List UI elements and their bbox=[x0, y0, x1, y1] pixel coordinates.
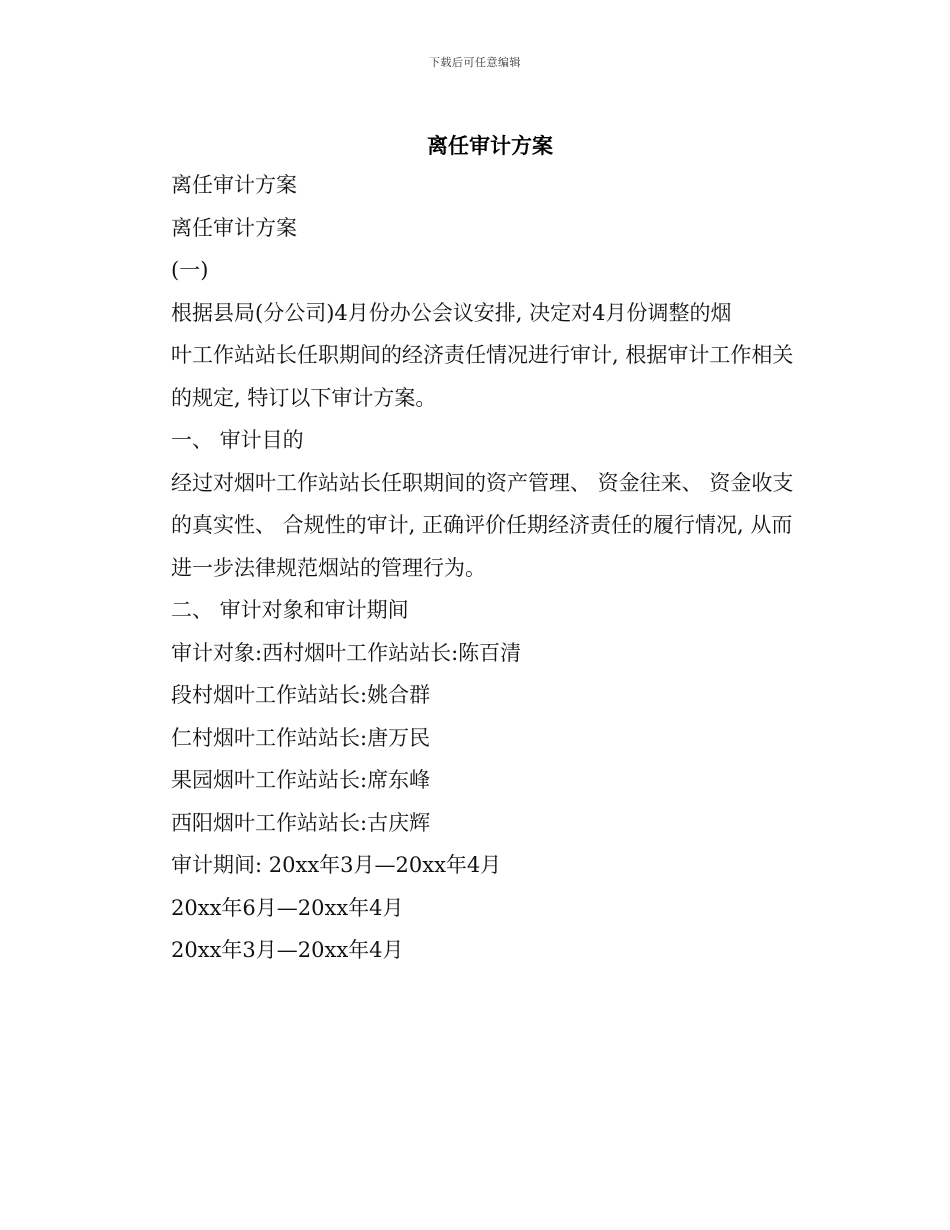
paragraph: 进一步法律规范烟站的管理行为。 bbox=[171, 555, 486, 580]
paragraph: 离任审计方案 bbox=[171, 173, 297, 197]
paragraph: 审计期间: 20xx年3月—20xx年4月 bbox=[171, 853, 502, 877]
paragraph: 的真实性、 合规性的审计, 正确评价任期经济责任的履行情况, 从而 bbox=[171, 513, 793, 537]
document-body bbox=[140, 164, 810, 972]
paragraph: 果园烟叶工作站站长:席东峰 bbox=[171, 768, 431, 792]
paragraph: 离任审计方案 bbox=[171, 215, 297, 240]
paragraph: 根据县局(分公司)4月份办公会议安排, 决定对4月份调整的烟 bbox=[171, 300, 732, 325]
paragraph: 经过对烟叶工作站站长任职期间的资产管理、 资金往来、 资金收支 bbox=[171, 470, 794, 495]
paragraph: 段村烟叶工作站站长:姚合群 bbox=[171, 683, 431, 707]
section-heading: 二、 审计对象和审计期间 bbox=[171, 598, 409, 622]
page-header-note: 下载后可任意编辑 bbox=[429, 56, 521, 69]
paragraph: 20xx年3月—20xx年4月 bbox=[171, 938, 404, 962]
paragraph: 审计对象:西村烟叶工作站站长:陈百清 bbox=[171, 640, 522, 665]
section-heading: 一、 审计目的 bbox=[171, 428, 304, 452]
paragraph: 的规定, 特订以下审计方案。 bbox=[171, 385, 437, 410]
document-title: 离任审计方案 bbox=[427, 133, 553, 158]
paragraph: 仁村烟叶工作站站长:唐万民 bbox=[171, 725, 431, 750]
paragraph: 叶工作站站长任职期间的经济责任情况进行审计, 根据审计工作相关 bbox=[171, 343, 794, 367]
paragraph: (一) bbox=[171, 258, 209, 282]
paragraph: 西阳烟叶工作站站长:古庆辉 bbox=[171, 810, 431, 835]
paragraph: 20xx年6月—20xx年4月 bbox=[171, 895, 404, 920]
